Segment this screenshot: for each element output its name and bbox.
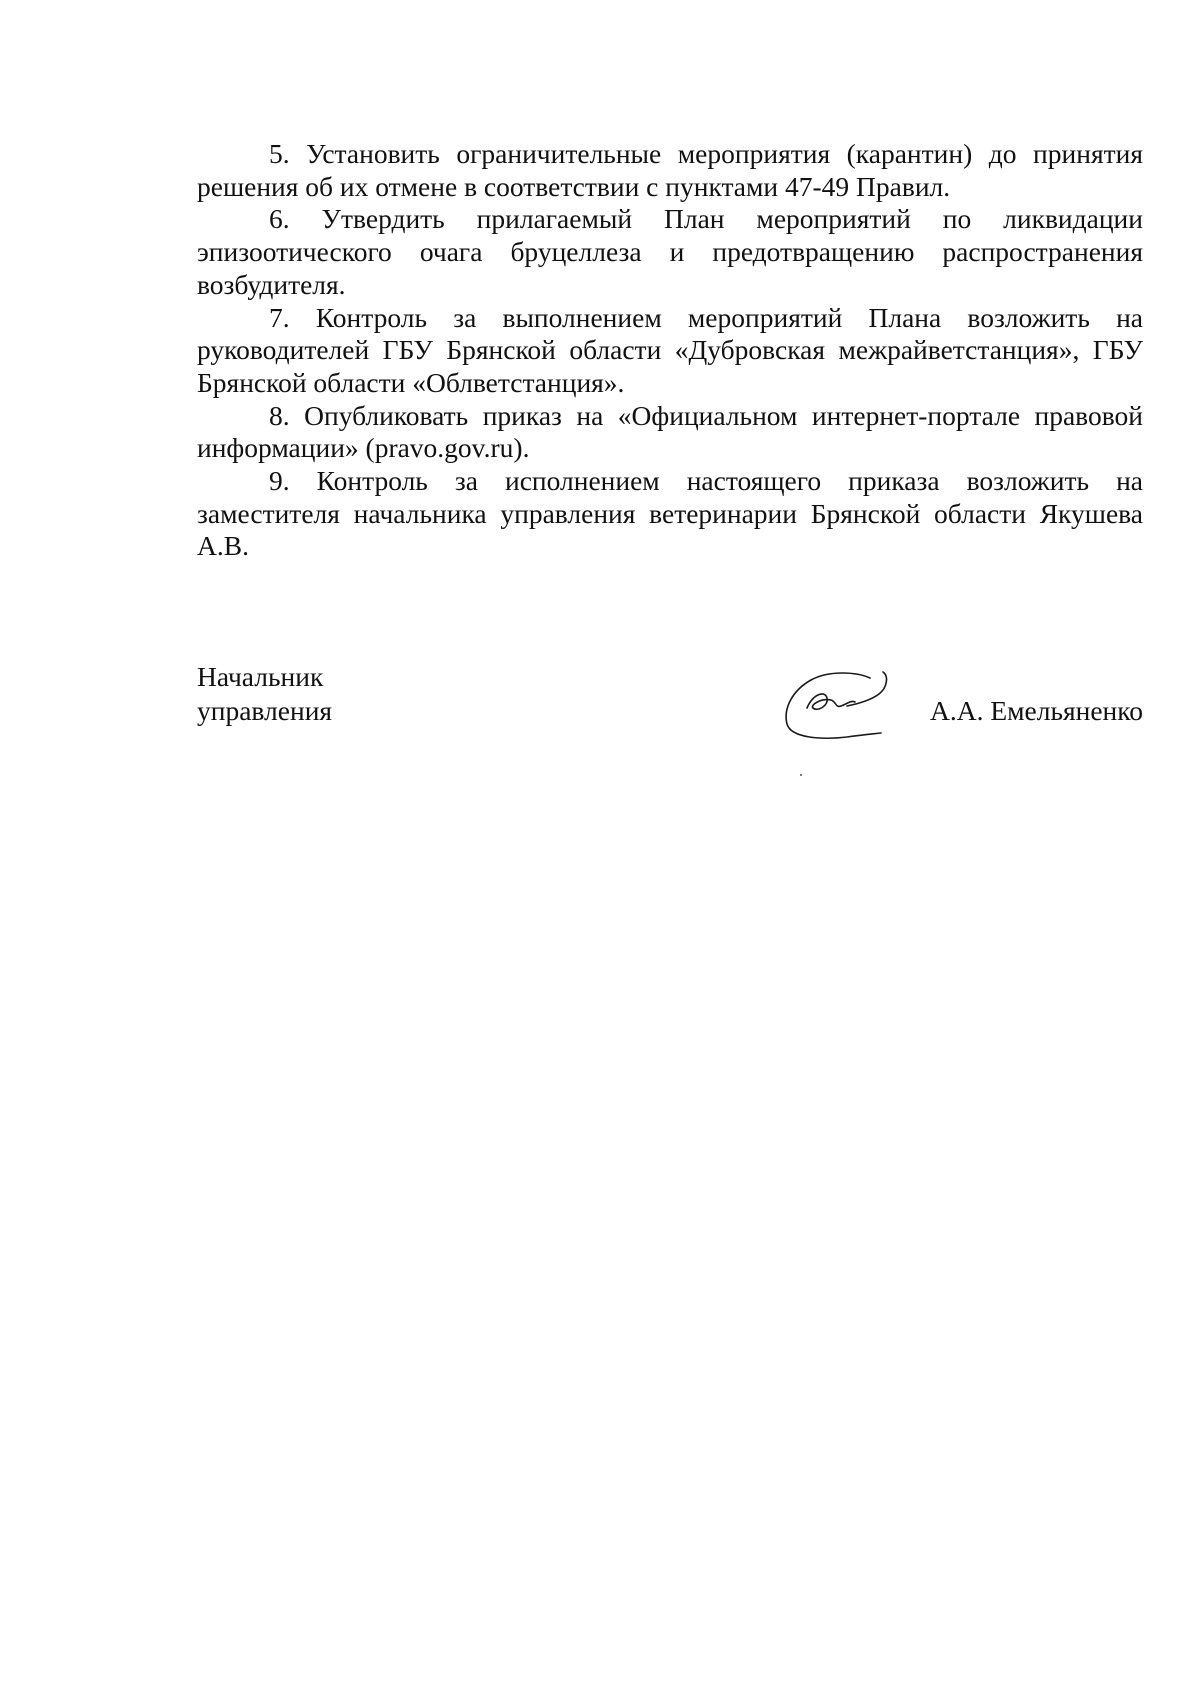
order-item-7: 7. Контроль за выполнением мероприятий Плана возложить на руководителей ГБУ Брянской области «Дубровская межрайветстанция», ГБУ Брянской области «Облветстанция».	[197, 301, 1143, 398]
signer-name: А.А. Емельяненко	[929, 695, 1143, 726]
signature-block	[197, 660, 1143, 770]
signer-position-line-1: Начальник	[197, 661, 324, 692]
order-item-6: 6. Утвердить прилагаемый План мероприятий по ликвидации эпизоотического очага бруцеллеза и предотвращению распространения возбудителя.	[197, 203, 1143, 300]
order-item-5: 5. Установить ограничительные мероприятия (карантин) до принятия решения об их отмене в соответствии с пунктами 47-49 Правил.	[197, 138, 1143, 202]
signer-position	[197, 660, 332, 728]
order-items	[197, 138, 1143, 563]
handwritten-signature	[777, 664, 897, 746]
scan-speck	[800, 774, 802, 776]
signer-position-line-2: управления	[197, 695, 333, 726]
order-item-9: 9. Контроль за исполнением настоящего приказа возложить на заместителя начальника управления ветеринарии Брянской области Якушева А.В.	[197, 465, 1143, 562]
order-item-8: 8. Опубликовать приказ на «Официальном интернет-портале правовой информации» (pravo.gov.ru).	[197, 399, 1143, 464]
